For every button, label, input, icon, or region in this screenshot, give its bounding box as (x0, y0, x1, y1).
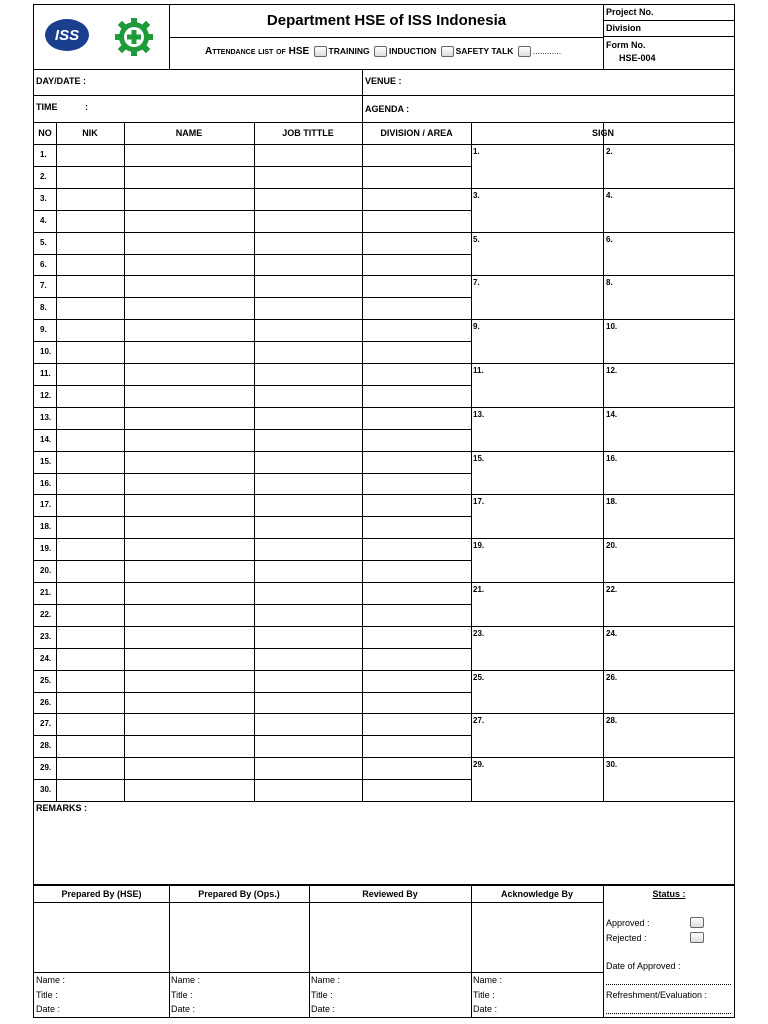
row-number: 21. (40, 588, 52, 597)
sign-slot-number: 5. (473, 234, 480, 244)
form-no-label: Form No. (606, 40, 646, 50)
row-number: 9. (40, 325, 47, 335)
row-number: 28. (40, 741, 52, 751)
row-number: 2. (40, 171, 47, 181)
row-number: 6. (40, 259, 47, 269)
acknowledge-by-header: Acknowledge By (500, 889, 574, 899)
row-number: 7. (40, 281, 47, 291)
sign-slot-number: 2. (606, 147, 613, 156)
attendance-options (205, 46, 561, 57)
training-label: TRAINING (328, 46, 370, 56)
refreshment-line (606, 1013, 731, 1014)
date-of-approved-line (606, 984, 731, 985)
row-number: 27. (40, 719, 52, 729)
sign-slot-number: 8. (606, 278, 613, 288)
day-date-label: DAY/DATE : (36, 76, 87, 86)
refreshment-label: Refreshment/Evaluation : (606, 990, 708, 1000)
row-number: 13. (40, 412, 52, 422)
row-number: 11. (40, 369, 51, 378)
sign-slot-number: 30. (606, 760, 618, 770)
sign-slot-number: 14. (606, 409, 618, 419)
signature-field-label: Title : (311, 990, 333, 1000)
approved-checkbox[interactable] (690, 917, 704, 928)
rejected-checkbox[interactable] (690, 932, 704, 943)
attendance-label: Attendance list of HSE (205, 46, 310, 57)
row-number: 14. (40, 434, 52, 444)
row-number: 15. (40, 456, 52, 466)
col-division-area: DIVISION / AREA (380, 128, 453, 138)
sign-slot-number: 18. (606, 497, 618, 507)
row-number: 22. (40, 609, 52, 619)
sign-slot-number: 16. (606, 453, 618, 463)
sign-slot-number: 9. (473, 322, 480, 332)
sign-slot-number: 28. (606, 716, 618, 726)
time-label: TIME (36, 102, 58, 112)
sign-slot-number: 3. (473, 190, 480, 200)
row-number: 26. (40, 697, 52, 707)
sign-slot-number: 4. (606, 190, 613, 200)
sign-slot-number: 25. (473, 672, 485, 682)
agenda-label: AGENDA : (365, 104, 410, 114)
col-sign: SIGN (591, 128, 614, 138)
row-number: 12. (40, 390, 52, 400)
prepared-hse-header: Prepared By (HSE) (61, 889, 142, 899)
row-number: 1. (40, 150, 47, 159)
sign-slot-number: 24. (606, 628, 618, 638)
reviewed-by-header: Reviewed By (362, 889, 418, 899)
sign-slot-number: 22. (606, 585, 618, 594)
row-number: 25. (40, 675, 52, 685)
sign-slot-number: 6. (606, 234, 613, 244)
row-number: 5. (40, 237, 47, 247)
signature-field-label: Title : (473, 990, 495, 1000)
page-title: Department HSE of ISS Indonesia (266, 12, 507, 29)
signature-field-label: Date : (171, 1004, 196, 1014)
project-no-label: Project No. (606, 7, 654, 17)
col-job-title: JOB TITTLE (282, 128, 334, 138)
sign-slot-number: 7. (473, 278, 480, 288)
svg-text:ISS: ISS (54, 27, 80, 44)
row-number: 8. (40, 303, 47, 313)
row-number: 16. (40, 478, 52, 488)
sign-slot-number: 29. (473, 760, 485, 770)
sign-slot-number: 20. (606, 541, 618, 551)
induction-checkbox[interactable] (374, 46, 387, 57)
sign-slot-number: 11. (473, 366, 484, 375)
approved-label: Approved : (606, 918, 650, 928)
row-number: 30. (40, 785, 52, 795)
sign-slot-number: 17. (473, 497, 485, 507)
signature-field-label: Name : (171, 975, 201, 985)
row-number: 20. (40, 566, 52, 576)
other-checkbox[interactable] (518, 46, 531, 57)
form-code: HSE-004 (619, 53, 656, 63)
time-colon: : (85, 102, 88, 112)
row-number: 29. (40, 763, 52, 773)
sign-slot-number: 21. (473, 585, 485, 594)
sign-slot-number: 15. (473, 453, 485, 463)
col-no: NO (38, 128, 52, 138)
row-number: 4. (40, 215, 47, 225)
remarks-label: REMARKS : (36, 803, 87, 813)
training-checkbox[interactable] (314, 46, 327, 57)
col-name: NAME (175, 128, 203, 138)
date-of-approved-label: Date of Approved : (606, 961, 681, 971)
sign-slot-number: 13. (473, 409, 485, 419)
row-number: 3. (40, 193, 47, 203)
prepared-ops-header: Prepared By (Ops.) (198, 889, 280, 899)
row-number: 18. (40, 522, 52, 532)
rejected-label: Rejected : (606, 933, 647, 943)
venue-label: VENUE : (365, 76, 402, 86)
sign-slot-number: 27. (473, 716, 485, 726)
signature-field-label: Title : (171, 990, 193, 1000)
sign-slot-number: 1. (473, 147, 480, 156)
safety-talk-label: SAFETY TALK (455, 46, 514, 56)
sign-slot-number: 12. (606, 366, 618, 375)
row-number: 17. (40, 500, 52, 510)
signature-field-label: Date : (311, 1004, 336, 1014)
sign-slot-number: 26. (606, 672, 618, 682)
sign-slot-number: 19. (473, 541, 485, 551)
sign-slot-number: 10. (606, 322, 618, 332)
signature-field-label: Name : (473, 975, 503, 985)
signature-field-label: Name : (311, 975, 341, 985)
row-number: 19. (40, 544, 52, 554)
col-nik: NIK (82, 128, 98, 138)
row-number: 24. (40, 653, 52, 663)
division-label: Division (606, 23, 642, 33)
safety-gear-icon (113, 17, 155, 57)
signature-field-label: Date : (36, 1004, 61, 1014)
row-number: 10. (40, 347, 52, 357)
signature-field-label: Title : (36, 990, 58, 1000)
iss-logo (44, 18, 90, 52)
other-label: ............ (532, 46, 562, 56)
safety-talk-checkbox[interactable] (441, 46, 454, 57)
signature-field-label: Date : (473, 1004, 498, 1014)
induction-label: INDUCTION (389, 46, 437, 56)
status-header: Status : (652, 889, 686, 899)
signature-field-label: Name : (36, 975, 66, 985)
row-number: 23. (40, 631, 52, 641)
sign-slot-number: 23. (473, 628, 485, 638)
